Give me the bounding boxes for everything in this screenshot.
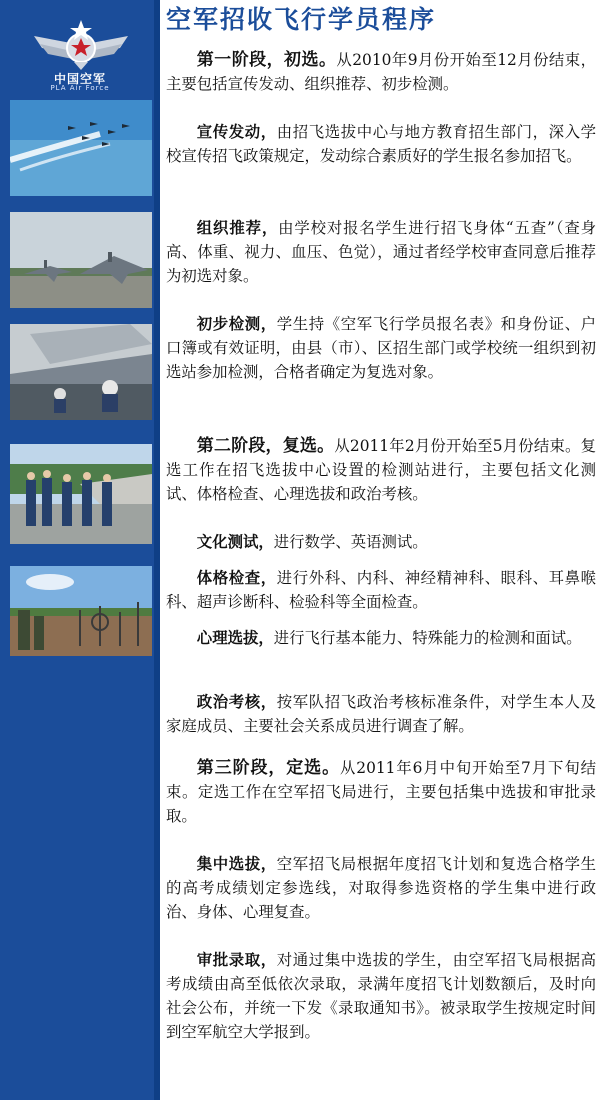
stage-3-body: 从2011年6月中旬开始至7月下旬结束。定选工作在空军招飞局进行，主要包括集中选拔和审批录取。 — [166, 759, 596, 825]
logo-subtext: PLA Air Force — [50, 84, 110, 92]
paragraph-political-review — [166, 690, 596, 738]
paragraph-initial-test — [166, 312, 596, 384]
paragraph-publicity — [166, 120, 596, 168]
physical-exam-body: 进行外科、内科、神经精神科、眼科、耳鼻喉科、超声诊断科、检验科等全面检查。 — [166, 569, 596, 611]
formation-flight-photo — [10, 100, 152, 196]
initial-test-heading: 初步检测， — [196, 315, 277, 333]
admission-heading: 审批录取， — [196, 951, 277, 969]
culture-test-body: 进行数学、英语测试。 — [273, 533, 428, 551]
logo-text: 中国空军 — [53, 72, 106, 86]
paragraph-culture-test — [166, 530, 596, 554]
training-field-photo — [10, 566, 152, 656]
physical-exam-heading: 体格检查， — [196, 569, 277, 587]
central-selection-body: 空军招飞局根据年度招飞计划和复选合格学生的高考成绩划定参选线，对取得参选资格的学生集中进行政治、身体、心理复查。 — [166, 855, 596, 921]
sidebar-edge — [154, 0, 160, 1100]
cockpit-trainees-photo — [10, 324, 152, 420]
stage-1-body: 从2010年9月份开始至12月份结束，主要包括宣传发动、组织推荐、初步检测。 — [166, 51, 596, 93]
fighter-jets-photo — [10, 212, 152, 308]
paragraph-admission — [166, 948, 596, 1044]
psych-selection-body: 进行飞行基本能力、特殊能力的检测和面试。 — [273, 629, 582, 647]
paragraph-stage-2 — [166, 434, 596, 506]
stage-3-heading: 第三阶段，定选。 — [196, 758, 340, 778]
publicity-heading: 宣传发动， — [196, 123, 277, 141]
initial-test-body: 学生持《空军飞行学员报名表》和身份证、户口簿或有效证明，由县（市）、区招生部门或学校统一组织到初选站参加检测，合格者确定为复选对象。 — [166, 315, 596, 381]
admission-body: 对通过集中选拔的学生，由空军招飞局根据高考成绩由高至低依次录取，录满年度招飞计划数额后，及时向社会公布，并统一下发《录取通知书》。被录取学生按规定时间到空军航空大学报到。 — [166, 951, 596, 1041]
paragraph-central-selection — [166, 852, 596, 924]
sidebar — [0, 0, 160, 1100]
central-selection-heading: 集中选拔， — [196, 855, 277, 873]
stage-2-heading: 第二阶段，复选。 — [196, 436, 335, 456]
culture-test-heading: 文化测试， — [196, 533, 274, 551]
psych-selection-heading: 心理选拔， — [196, 629, 274, 647]
pilots-standing-photo — [10, 444, 152, 544]
stage-2-body: 从2011年2月份开始至5月份结束。复选工作在招飞选拔中心设置的检测站进行，主要包括文化测试、体格检查、心理选拔和政治考核。 — [166, 437, 597, 503]
paragraph-physical-exam — [166, 566, 596, 614]
publicity-body: 由招飞选拔中心与地方教育招生部门，深入学校宣传招飞政策规定，发动综合素质好的学生报名参加招飞。 — [166, 123, 596, 165]
recommend-body: 由学校对报名学生进行招飞身体“五查”（查身高、体重、视力、血压、色觉），通过者经学校审查同意后推荐为初选对象。 — [166, 219, 596, 285]
political-review-body: 按军队招飞政治考核标准条件，对学生本人及家庭成员、主要社会关系成员进行调查了解。 — [166, 693, 596, 735]
paragraph-stage-1 — [166, 48, 596, 96]
paragraph-psych-selection — [166, 626, 596, 650]
paragraph-stage-3 — [166, 756, 596, 828]
political-review-heading: 政治考核， — [196, 693, 277, 711]
paragraph-recommend — [166, 216, 596, 288]
recommend-heading: 组织推荐， — [196, 219, 279, 237]
page-title: 空军招收飞行学员程序 — [166, 5, 437, 34]
stage-1-heading: 第一阶段，初选。 — [196, 50, 337, 70]
